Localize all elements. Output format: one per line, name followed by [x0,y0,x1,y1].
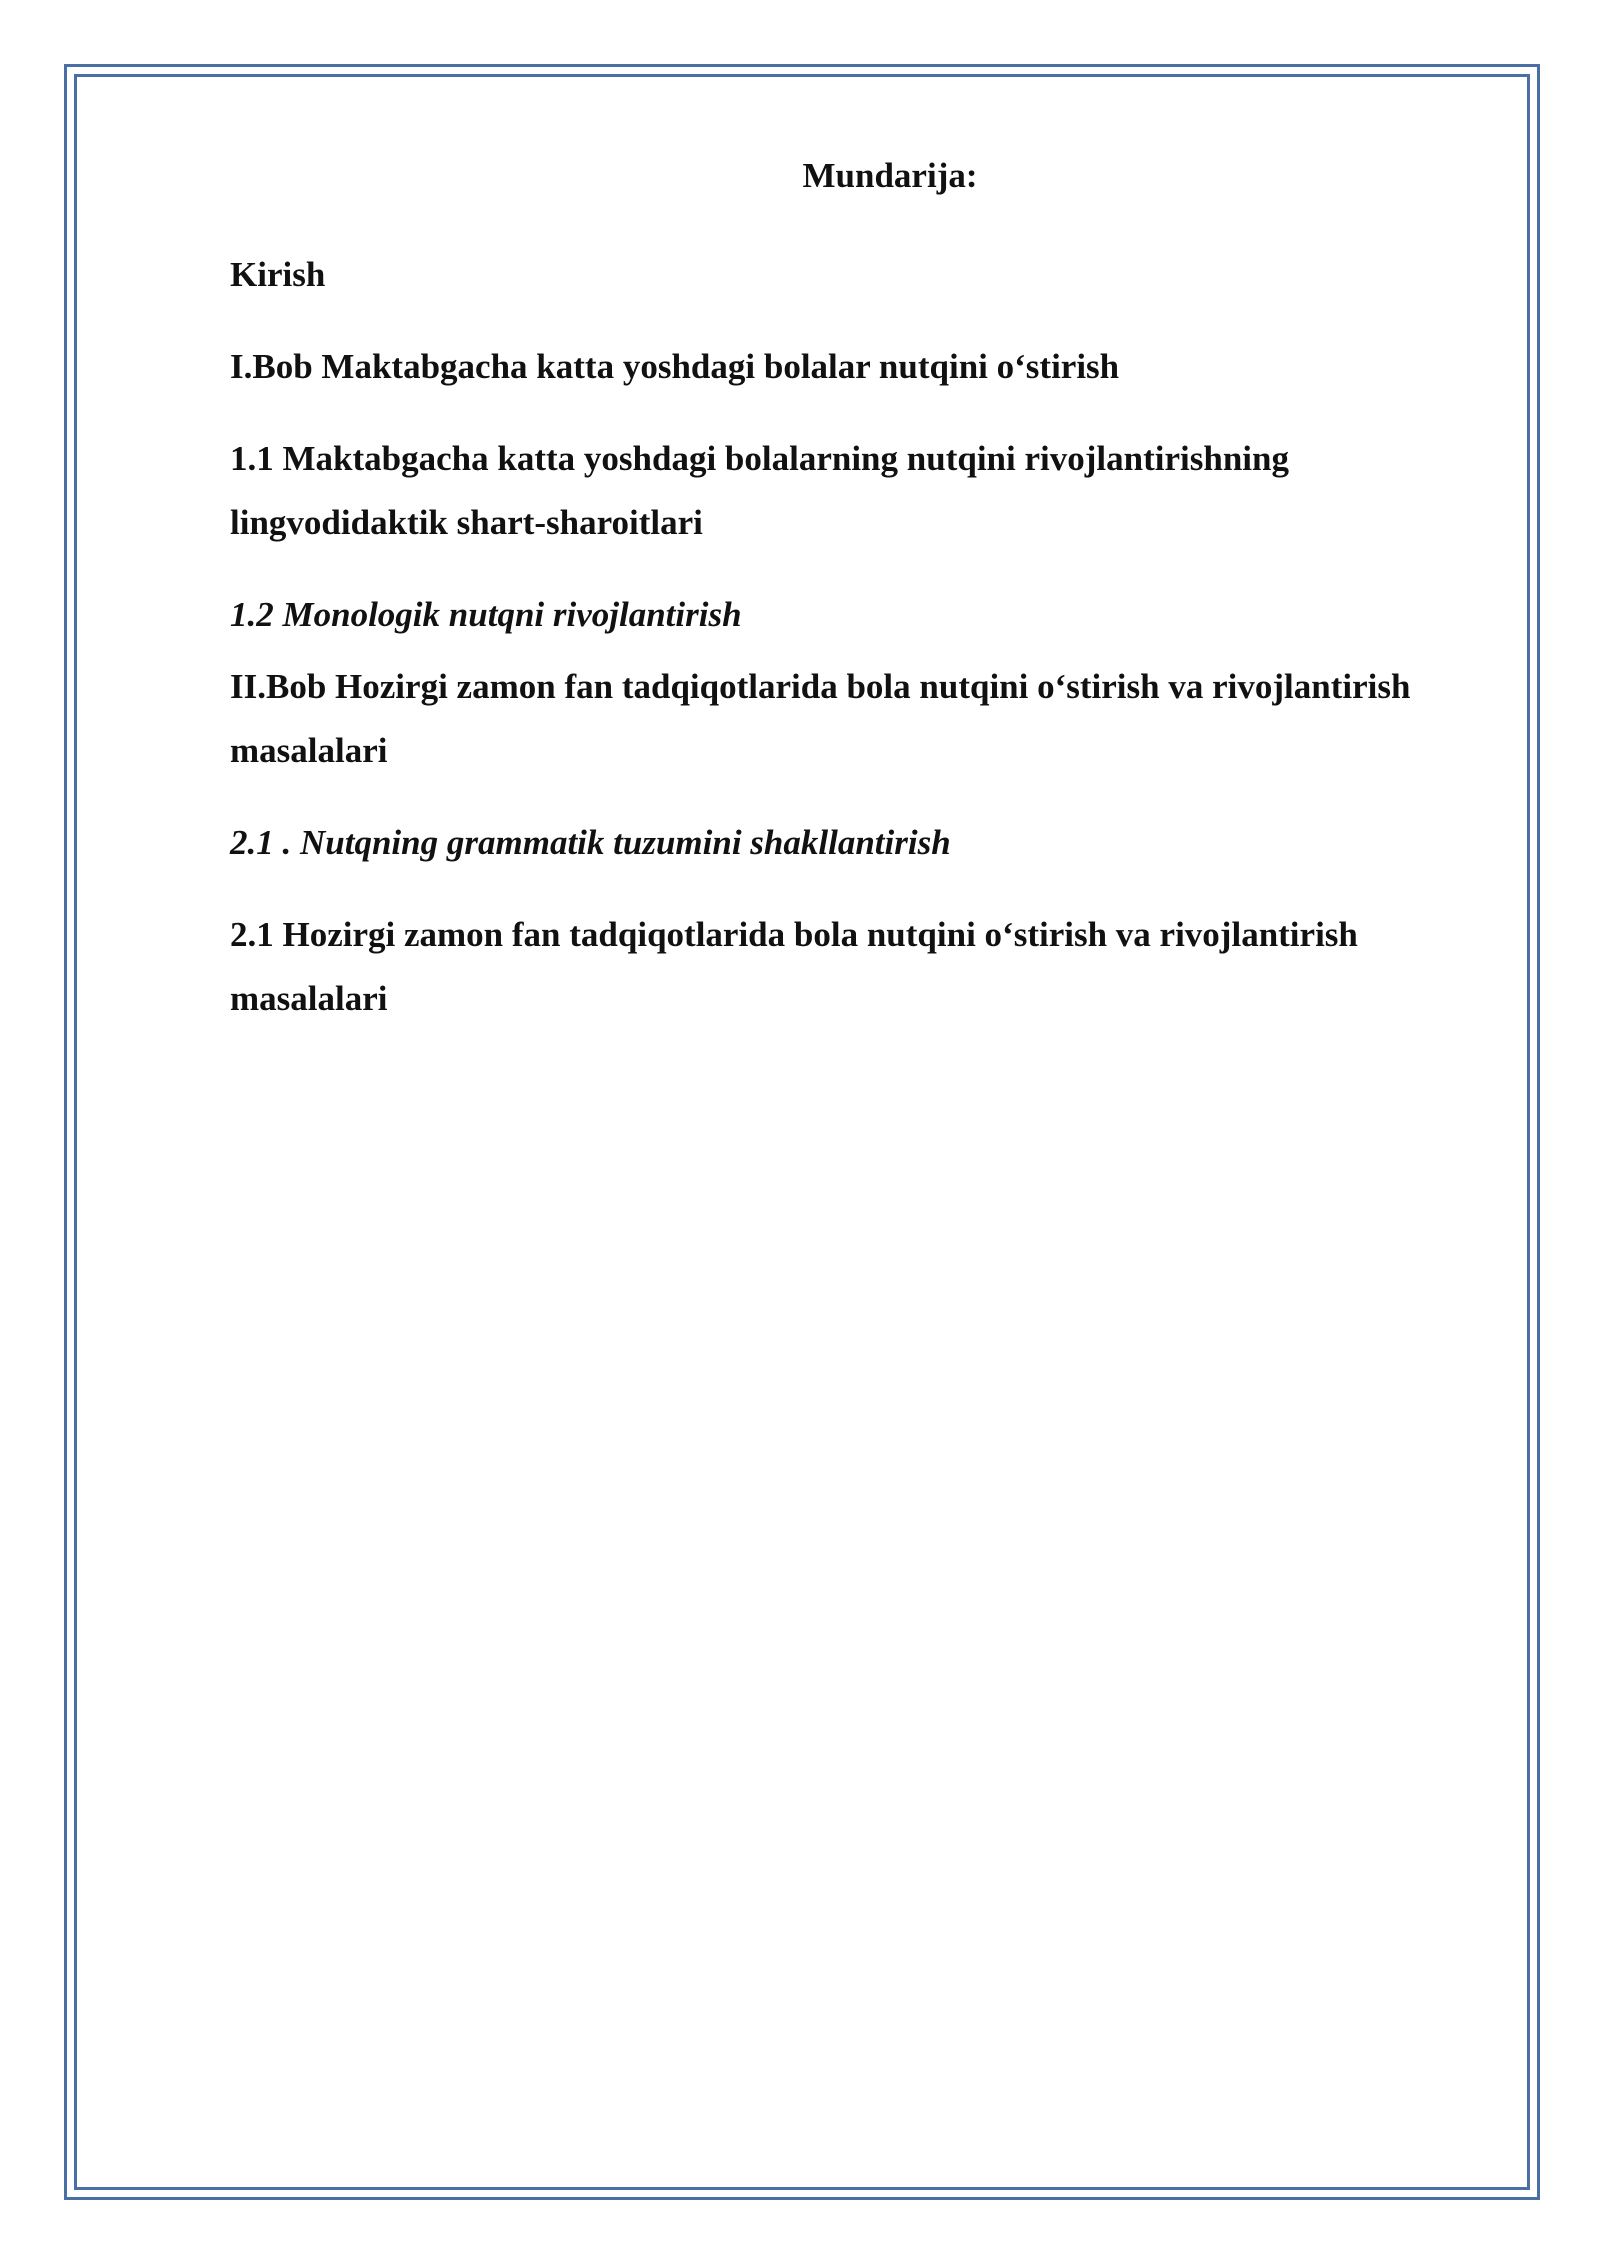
toc-entry-section-1-2: 1.2 Monologik nutqni rivojlantirish [230,595,742,634]
toc-entry-section-2-1-italic: 2.1 . Nutqning grammatik tuzumini shakllantirish [230,823,951,862]
toc-entry-section-2-1: 2.1 Hozirgi zamon fan tadqiqotlarida bola nutqini o‘stirish va rivojlantirish masalalari [230,915,1358,1018]
toc-entry-introduction: Kirish [230,255,326,294]
toc-entry-chapter-1: I.Bob Maktabgacha katta yoshdagi bolalar nutqini o‘stirish [230,347,1120,386]
toc-entry-chapter-2: II.Bob Hozirgi zamon fan tadqiqotlarida bola nutqini o‘stirish va rivojlantirish masalalari [230,667,1411,770]
toc-title: Mundarija: [802,156,978,195]
table-of-contents [230,145,1470,1059]
toc-entry-section-1-1: 1.1 Maktabgacha katta yoshdagi bolalarning nutqini rivojlantirishning lingvodidaktik shart-sharoitlari [230,439,1289,542]
